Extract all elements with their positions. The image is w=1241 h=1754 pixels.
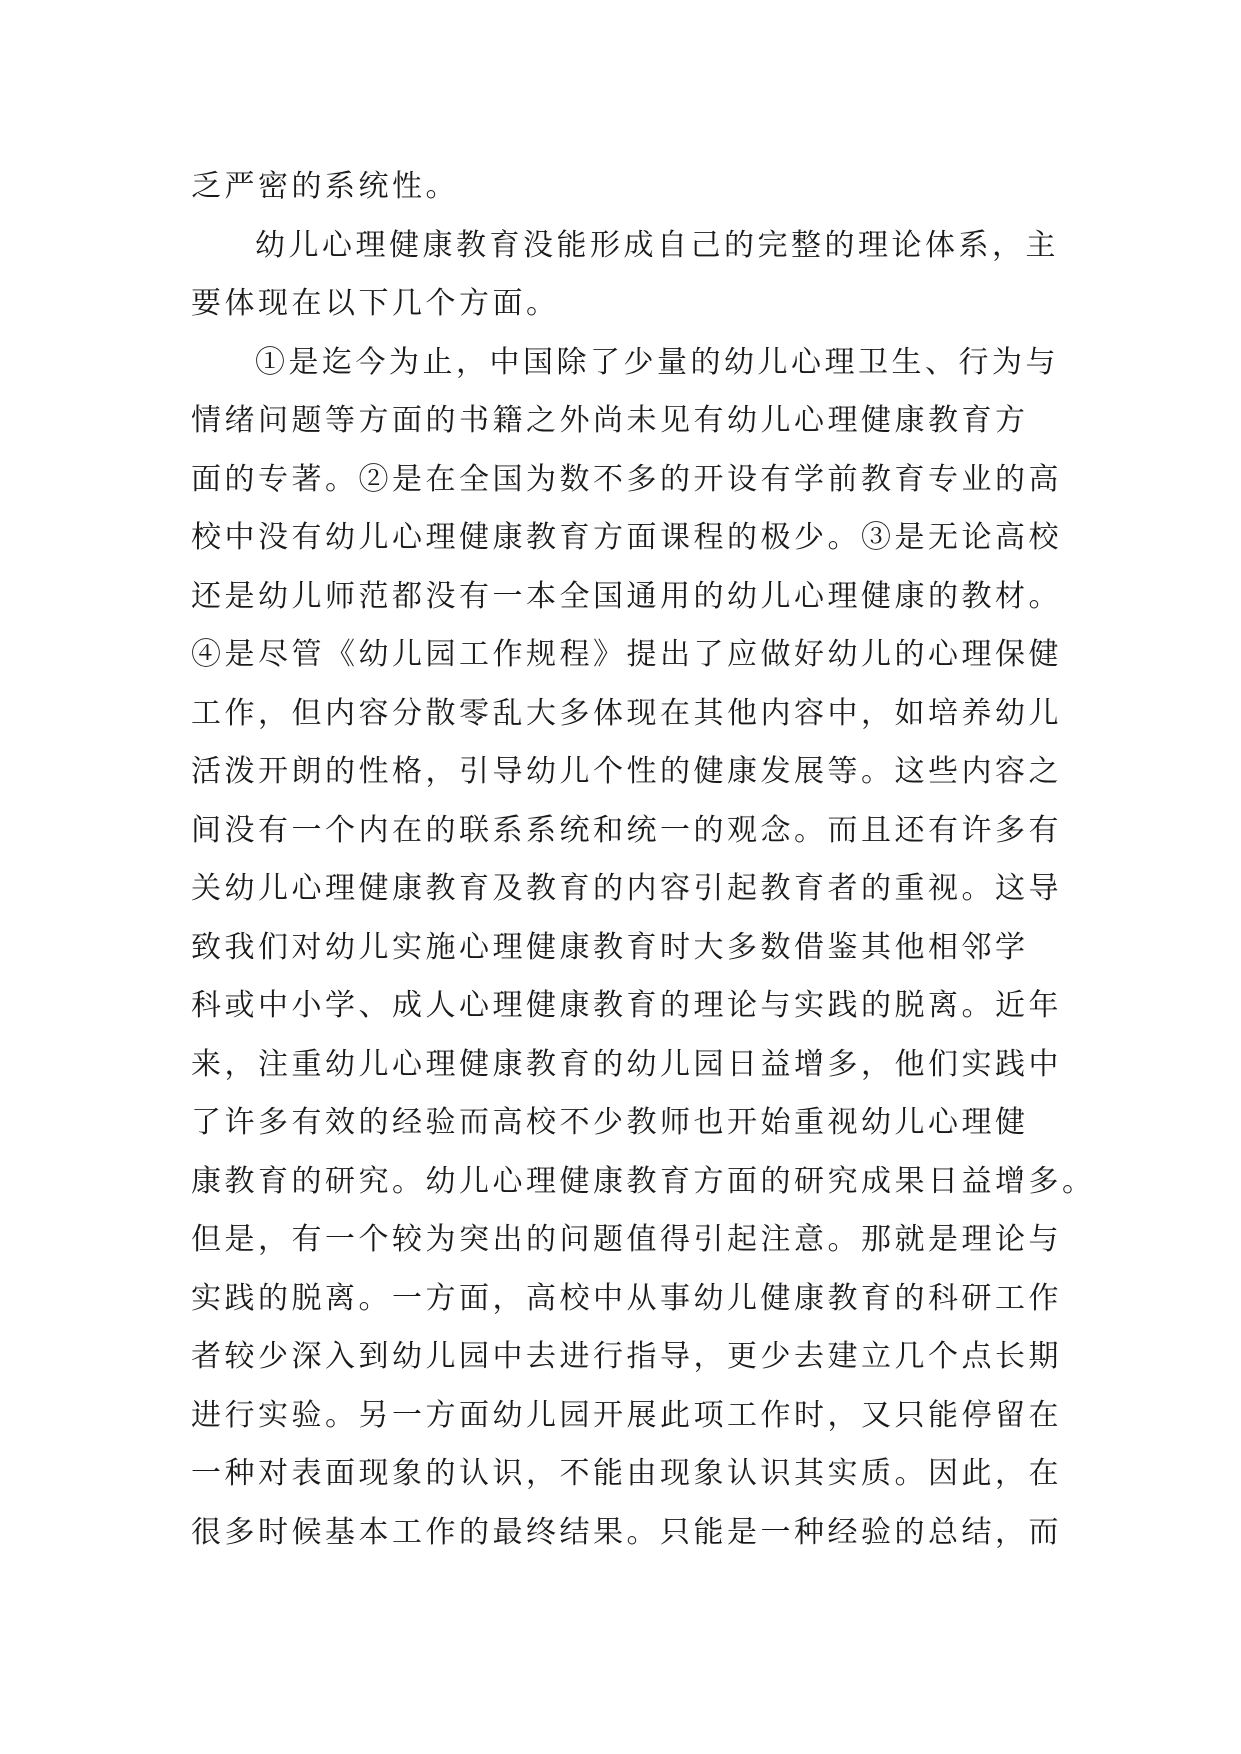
text-line: 面的专著。②是在全国为数不多的开设有学前教育专业的高 [191,461,1062,497]
text-line: 一种对表面现象的认识，不能由现象认识其实质。因此，在 [191,1456,1062,1491]
text-line: ①是迄今为止，中国除了少量的幼儿心理卫生、行为与 [255,344,1059,380]
text-line: 活泼开朗的性格，引导幼儿个性的健康发展等。这些内容之 [191,754,1062,789]
body-text [191,158,1096,1562]
text-line: 乏严密的系统性。 [191,169,459,204]
text-line: 校中没有幼儿心理健康教育方面课程的极少。③是无论高校 [191,520,1062,555]
text-line: 了许多有效的经验而高校不少教师也开始重视幼儿心理健 [191,1105,1029,1140]
text-line: 很多时候基本工作的最终结果。只能是一种经验的总结，而 [191,1514,1062,1550]
text-line: 工作，但内容分散零乱大多体现在其他内容中，如培养幼儿 [191,695,1062,731]
text-line: 情绪问题等方面的书籍之外尚未见有幼儿心理健康教育方 [191,403,1029,438]
text-line: 者较少深入到幼儿园中去进行指导，更少去建立几个点长期 [191,1339,1062,1374]
text-line: 实践的脱离。一方面，高校中从事幼儿健康教育的科研工作 [191,1280,1062,1316]
text-line: 间没有一个内在的联系系统和统一的观念。而且还有许多有 [191,812,1062,848]
text-line: 但是，有一个较为突出的问题值得引起注意。那就是理论与 [191,1222,1062,1257]
text-line: 还是幼儿师范都没有一本全国通用的幼儿心理健康的教材。 [191,578,1062,614]
text-line: 致我们对幼儿实施心理健康教育时大多数借鉴其他相邻学 [191,929,1029,965]
text-line: 康教育的研究。幼儿心理健康教育方面的研究成果日益增多。 [191,1163,1096,1199]
text-line: 科或中小学、成人心理健康教育的理论与实践的脱离。近年 [191,988,1062,1023]
text-line: 进行实验。另一方面幼儿园开展此项工作时，又只能停留在 [191,1397,1062,1433]
text-line: 幼儿心理健康教育没能形成自己的完整的理论体系，主 [255,227,1059,263]
text-line: ④是尽管《幼儿园工作规程》提出了应做好幼儿的心理保健 [191,637,1062,672]
text-line: 来，注重幼儿心理健康教育的幼儿园日益增多，他们实践中 [191,1046,1062,1082]
text-line: 要体现在以下几个方面。 [191,286,560,321]
text-line: 关幼儿心理健康教育及教育的内容引起教育者的重视。这导 [191,871,1062,906]
